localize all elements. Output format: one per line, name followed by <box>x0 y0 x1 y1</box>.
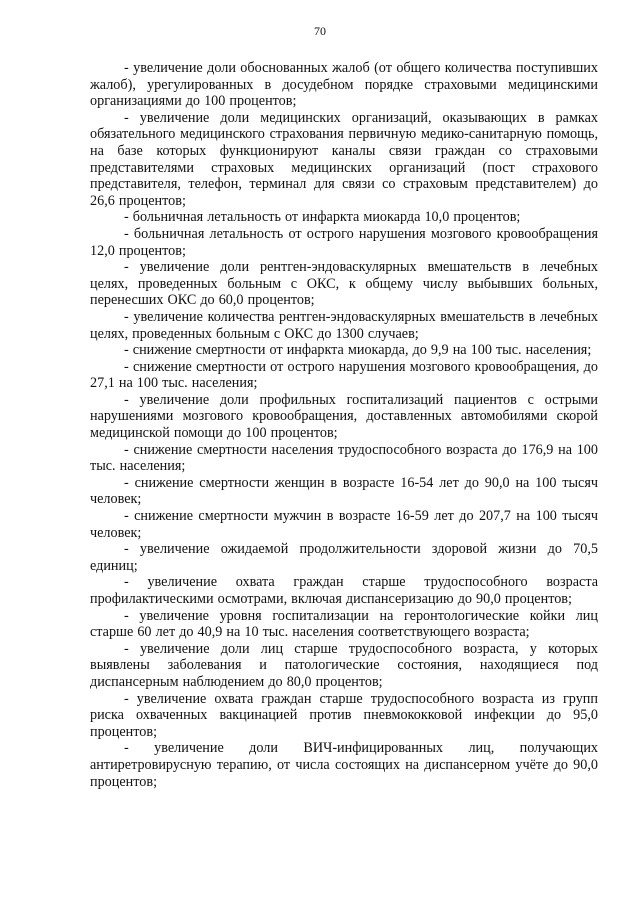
list-item: - увеличение количества рентген-эндоваскулярных вмешательств в лечебных целях, проведенных больным с ОКС до 1300 случаев; <box>90 308 598 342</box>
list-item: - больничная летальность от инфаркта миокарда 10,0 процентов; <box>124 209 521 226</box>
list-item: - увеличение ожидаемой продолжительности здоровой жизни до 70,5 единиц; <box>90 541 598 574</box>
list-item: - снижение смертности от инфаркта миокарда, до 9,9 на 100 тыс. населения; <box>124 342 592 359</box>
list-item: - больничная летальность от острого нарушения мозгового кровообращения 12,0 процентов; <box>90 225 598 259</box>
body-text <box>90 60 598 790</box>
list-item: - снижение смертности мужчин в возрасте 16-59 лет до 207,7 на 100 тысяч человек; <box>90 508 598 541</box>
list-item: - увеличение доли лиц старше трудоспособного возраста, у которых выявлены заболевания и патологические состояния, находящиеся под диспансерным наблюдением до 80,0 процентов; <box>90 640 598 690</box>
list-item: - увеличение уровня госпитализации на геронтологические койки лиц старше 60 лет до 40,9 на 10 тыс. населения соответствующего возраста; <box>90 607 598 641</box>
list-item: - снижение смертности населения трудоспособного возраста до 176,9 на 100 тыс. населения; <box>90 441 598 475</box>
list-item: - увеличение доли профильных госпитализаций пациентов с острыми нарушениями мозгового кровообращения, доставленных автомобилями скорой медицинской помощи до 100 процентов; <box>90 391 598 442</box>
list-item: - увеличение охвата граждан старше трудоспособного возраста профилактическими осмотрами, включая диспансеризацию до 90,0 процентов; <box>90 574 598 607</box>
list-item: - снижение смертности женщин в возрасте 16-54 лет до 90,0 на 100 тысяч человек; <box>90 474 598 508</box>
list-item: - увеличение доли медицинских организаций, оказывающих в рамках обязательного медицинского страхования первичную медико-санитарную помощь, на базе которых функционируют каналы связи граждан со страховыми представителями страховых медицинских организаций (пост страхового представителя, телефон, терминал для связи со страховым представителем) до 26,6 процентов; <box>90 109 598 209</box>
page-number: 70 <box>314 24 326 38</box>
list-item: - увеличение доли обоснованных жалоб (от общего количества поступивших жалоб), урегулированных в досудебном порядке страховыми медицинскими организациями до 100 процентов; <box>90 60 598 110</box>
list-item: - увеличение доли ВИЧ-инфицированных лиц, получающих антиретровирусную терапию, от числа состоящих на диспансерном учёте до 90,0 процентов; <box>90 740 598 790</box>
list-item: - снижение смертности от острого нарушения мозгового кровообращения, до 27,1 на 100 тыс. населения; <box>90 358 598 392</box>
list-item: - увеличение охвата граждан старше трудоспособного возраста из групп риска охваченных вакцинацией против пневмококковой инфекции до 95,0 процентов; <box>90 690 598 740</box>
list-item: - увеличение доли рентген-эндоваскулярных вмешательств в лечебных целях, проведенных больным с ОКС, к общему числу выбывших больных, перенесших ОКС до 60,0 процентов; <box>90 259 598 309</box>
